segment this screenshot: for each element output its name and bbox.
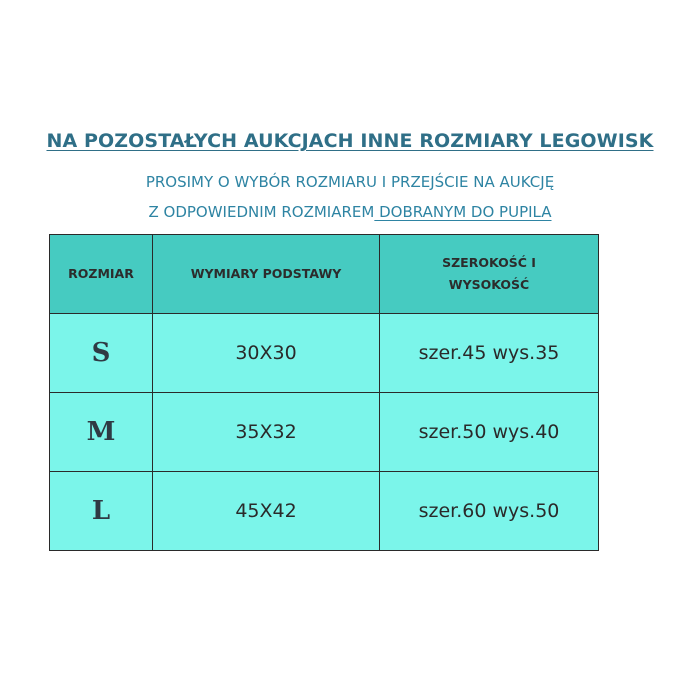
header-width-height	[380, 235, 599, 314]
header-base-dimensions: WYMIARY PODSTAWY	[153, 235, 380, 314]
dims-value: szer.60 wys.50	[418, 500, 560, 522]
instruction-line-2-underlined: DOBRANYM DO PUPILA	[374, 203, 552, 221]
table-row	[50, 314, 599, 393]
base-value: 30X30	[235, 342, 297, 364]
dims-cell	[380, 314, 599, 393]
size-cell	[50, 314, 153, 393]
size-label: M	[86, 417, 116, 447]
base-cell	[153, 393, 380, 472]
dims-cell	[380, 472, 599, 551]
base-cell	[153, 472, 380, 551]
dims-cell	[380, 393, 599, 472]
base-value: 45X42	[235, 500, 297, 522]
page-title: NA POZOSTAŁYCH AUKCJACH INNE ROZMIARY LEGOWISK	[46, 130, 654, 152]
size-label: S	[91, 338, 111, 368]
size-cell	[50, 472, 153, 551]
base-value: 35X32	[235, 421, 297, 443]
base-cell	[153, 314, 380, 393]
size-label: L	[91, 496, 111, 526]
table-row	[50, 393, 599, 472]
instruction-line-1: PROSIMY O WYBÓR ROZMIARU I PRZEJŚCIE NA AUKCJĘ	[145, 173, 555, 191]
table-header-row	[50, 235, 599, 314]
size-table	[49, 234, 599, 551]
dims-value: szer.45 wys.35	[418, 342, 560, 364]
instruction-line-2	[0, 203, 700, 221]
header-width-height-line1: SZEROKOŚĆ I	[442, 255, 536, 270]
header-size: ROZMIAR	[50, 235, 153, 314]
header-width-height-line2: WYSOKOŚĆ	[448, 277, 530, 292]
size-cell	[50, 393, 153, 472]
instruction-line-2-plain: Z ODPOWIEDNIM ROZMIAREM	[148, 203, 375, 221]
table-row	[50, 472, 599, 551]
dims-value: szer.50 wys.40	[418, 421, 560, 443]
